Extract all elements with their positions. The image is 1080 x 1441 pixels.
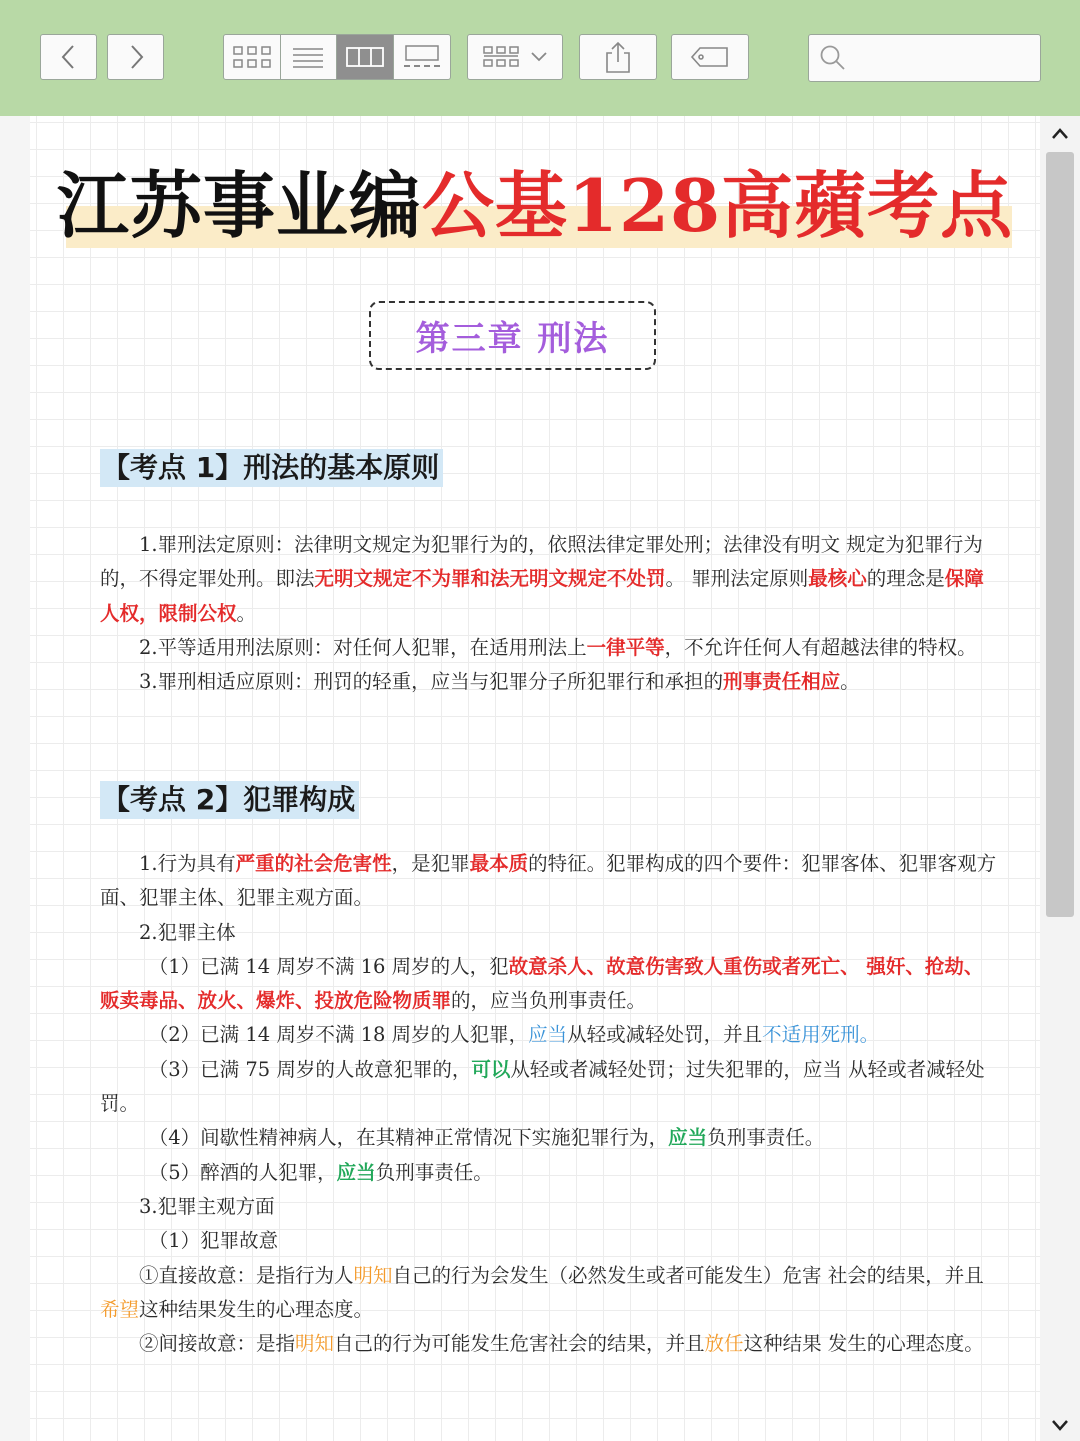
- tag-button[interactable]: [671, 34, 749, 80]
- paragraph: ①直接故意：是指行为人明知自己的行为会发生（必然发生或者可能发生）危害 社会的结果，并且希望这种结果发生的心理态度。: [100, 1263, 984, 1321]
- paragraph: 1.罪刑法定原则：法律明文规定为犯罪行为的，依照法律定罪处刑；法律没有明文 规定为犯罪行为的，不得定罪处刑。即法无明文规定不为罪和法无明文规定不处罚。 罪刑法定原则最核心的理念是保障人权，限制公权。: [100, 533, 984, 625]
- section-heading-1: 【考点 1】刑法的基本原则: [100, 449, 443, 487]
- toolbar: [0, 0, 1080, 116]
- paragraph: 2.平等适用刑法原则：对任何人犯罪，在适用刑法上一律平等，不允许任何人有超越法律的特权。: [139, 635, 977, 659]
- search-box[interactable]: [808, 34, 1041, 82]
- section-1-body: [100, 528, 1000, 699]
- group-by-button[interactable]: [467, 34, 563, 80]
- view-gallery-button[interactable]: [394, 35, 450, 79]
- title-black-part: 江苏事业编: [56, 163, 422, 248]
- document-page: [30, 116, 1040, 1441]
- share-button[interactable]: [579, 34, 657, 80]
- section-2-body: [100, 847, 1000, 1361]
- chevron-left-icon: [59, 43, 79, 71]
- paragraph: （1）已满 14 周岁不满 16 周岁的人，犯故意杀人、故意伤害致人重伤或者死亡、 强奸、抢劫、贩卖毒品、放火、爆炸、投放危险物质罪的，应当负刑事责任。: [100, 954, 984, 1013]
- chevron-right-icon: [126, 43, 146, 71]
- paragraph: （5）醉酒的人犯罪，应当负刑事责任。: [148, 1160, 493, 1184]
- forward-button[interactable]: [107, 34, 164, 80]
- grid-view-icon: [232, 45, 272, 69]
- scroll-down-icon[interactable]: [1050, 1415, 1070, 1435]
- section-heading-2: 【考点 2】犯罪构成: [100, 781, 359, 819]
- title-red-part: 公基128高蘋考点: [421, 163, 1014, 248]
- share-icon: [603, 40, 633, 74]
- paragraph: （2）已满 14 周岁不满 18 周岁的人犯罪，应当从轻或减轻处罚，并且不适用死刑。: [148, 1023, 880, 1047]
- paragraph: 2.犯罪主体: [139, 920, 236, 944]
- vertical-scrollbar[interactable]: [1040, 116, 1080, 1441]
- group-by-icon: [482, 45, 522, 69]
- paragraph: ②间接故意：是指明知自己的行为可能发生危害社会的结果，并且放任这种结果 发生的心理态度。: [139, 1332, 984, 1356]
- paragraph: 1.行为具有严重的社会危害性，是犯罪最本质的特征。犯罪构成的四个要件：犯罪客体、犯罪客观方面、犯罪主体、犯罪主观方面。: [100, 852, 997, 910]
- paragraph: （4）间歇性精神病人，在其精神正常情况下实施犯罪行为，应当负刑事责任。: [148, 1126, 825, 1150]
- paragraph: 3.罪刑相适应原则：刑罚的轻重，应当与犯罪分子所犯罪行和承担的刑事责任相应。: [139, 670, 860, 694]
- paragraph: 3.犯罪主观方面: [139, 1194, 275, 1218]
- view-column-button[interactable]: [337, 35, 394, 79]
- scroll-up-icon[interactable]: [1050, 124, 1070, 144]
- paragraph: （3）已满 75 周岁的人故意犯罪的，可以从轻或者减轻处罚；过失犯罪的，应当 从轻或者减轻处罚。: [100, 1057, 985, 1116]
- chapter-heading: 第三章 刑法: [369, 301, 656, 370]
- gallery-view-icon: [402, 44, 442, 70]
- view-grid-button[interactable]: [224, 35, 281, 79]
- column-view-icon: [345, 45, 385, 69]
- chevron-down-icon: [530, 51, 548, 63]
- search-icon: [819, 44, 847, 72]
- tag-icon: [690, 45, 730, 69]
- list-view-icon: [291, 45, 325, 69]
- paragraph: （1）犯罪故意: [148, 1229, 279, 1253]
- view-list-button[interactable]: [281, 35, 338, 79]
- scrollbar-thumb[interactable]: [1046, 152, 1074, 917]
- page-title: [30, 163, 1040, 248]
- search-input[interactable]: [853, 43, 1033, 75]
- back-button[interactable]: [40, 34, 97, 80]
- view-mode-switcher: [223, 34, 451, 80]
